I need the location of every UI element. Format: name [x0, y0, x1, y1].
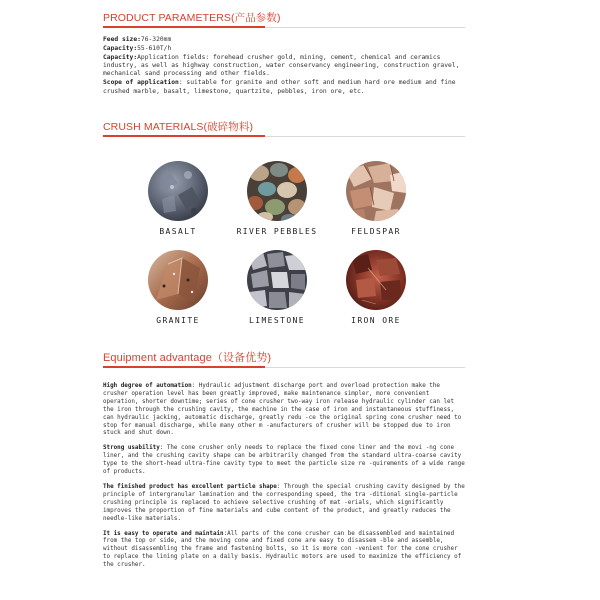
- material-label: BASALT: [159, 227, 197, 236]
- crush-materials-title: CRUSH MATERIALS(破碎物料): [103, 121, 254, 133]
- advantages-list: [103, 383, 465, 577]
- material-label: IRON ORE: [351, 316, 401, 325]
- granite-texture-icon: [148, 250, 208, 310]
- material-tile-feldspar: [346, 161, 406, 250]
- equipment-advantage-rule: [103, 367, 465, 368]
- advantage-automation: High degree of automation: Hydraulic adjustment discharge port and overload protection make the crusher operation level has been greatly improved, make maintenance simpler, more convenient operation, shorter downtime; series of cone crusher two-way iron release hydraulic cylinder can let the iron through the crushing cavity, the machine in the case of iron and instantaneous stuffiness, can hydraulic jacking, automatic discharge, greatly redu -ce the original spring cone crusher need to stop for manual discharge, while many other m -anufacturers of crusher will be stopped due to iron stuck and shut down.: [103, 383, 462, 437]
- material-label: RIVER PEBBLES: [236, 227, 318, 236]
- advantage-particle-shape: The finished product has excellent particle shape: Through the special crushing cavity designed by the principle of intergranular lamination and the corresponding speed, the tra -ditional single-particle crushing principle is replaced to achieve selective crushing of mat -erials, which significantly improves the proportion of fine materials and cube content of the product, and greatly reduces the needle-like materials.: [103, 483, 465, 522]
- materials-grid: [148, 161, 406, 339]
- limestone-texture-icon: [247, 250, 307, 310]
- param-capacity: Capacity:55-610T/h: [103, 44, 172, 52]
- material-tile-river-pebbles: [236, 161, 318, 250]
- pebbles-texture-icon: [247, 161, 307, 221]
- material-label: LIMESTONE: [249, 316, 305, 325]
- advantage-maintenance: It is easy to operate and maintain:All parts of the cone crusher can be disassembled and maintained from the top or side, and the moving cone and fixed cone are easy to disassem -ble and assemble, without disassembling the frame and fastening bolts, so it is more con -venient for the cone crusher to replace the lining plate on a daily basis. Hydraulic motors are used to maximize the efficiency of the crusher.: [103, 530, 462, 569]
- equipment-advantage-title: Equipment advantage（设备优势): [103, 352, 272, 364]
- advantage-usability: Strong usability: The cone crusher only needs to replace the fixed cone liner and the movi -ng cone liner, and the crushing cavity shape can be arbitrarily changed from the standard ultra-coarse cavity type to the short-head ultra-fine cavity type to meet the particle size re -quirements of a wide range of products.: [103, 445, 465, 476]
- material-tile-iron-ore: [346, 250, 406, 339]
- material-tile-granite: [148, 250, 208, 339]
- material-label: GRANITE: [156, 316, 200, 325]
- material-tile-limestone: [247, 250, 307, 339]
- product-parameters-title: PRODUCT PARAMETERS(产品参数): [103, 12, 281, 24]
- basalt-texture-icon: [148, 161, 208, 221]
- feldspar-texture-icon: [346, 161, 406, 221]
- iron-ore-texture-icon: [346, 250, 406, 310]
- material-label: FELDSPAR: [351, 227, 401, 236]
- crush-materials-rule: [103, 136, 465, 137]
- material-tile-basalt: [148, 161, 208, 250]
- product-parameters-rule: [103, 27, 465, 28]
- param-feed-size: Feed size:76-320mm: [103, 36, 172, 43]
- param-application-fields: Capacity:Application fields: forehead crusher gold, mining, cement, chemical and ceramics industry, as well as highway construction, water conservancy engineering, construction gravel, mechanical sand processing and other fields.: [103, 53, 460, 78]
- parameters-list: [103, 36, 465, 96]
- param-scope-of-application: Scope of application: suitable for granite and other soft and medium hard ore medium and fine crushed marble, basalt, limestone, quartzite, pebbles, iron ore, etc.: [103, 79, 456, 95]
